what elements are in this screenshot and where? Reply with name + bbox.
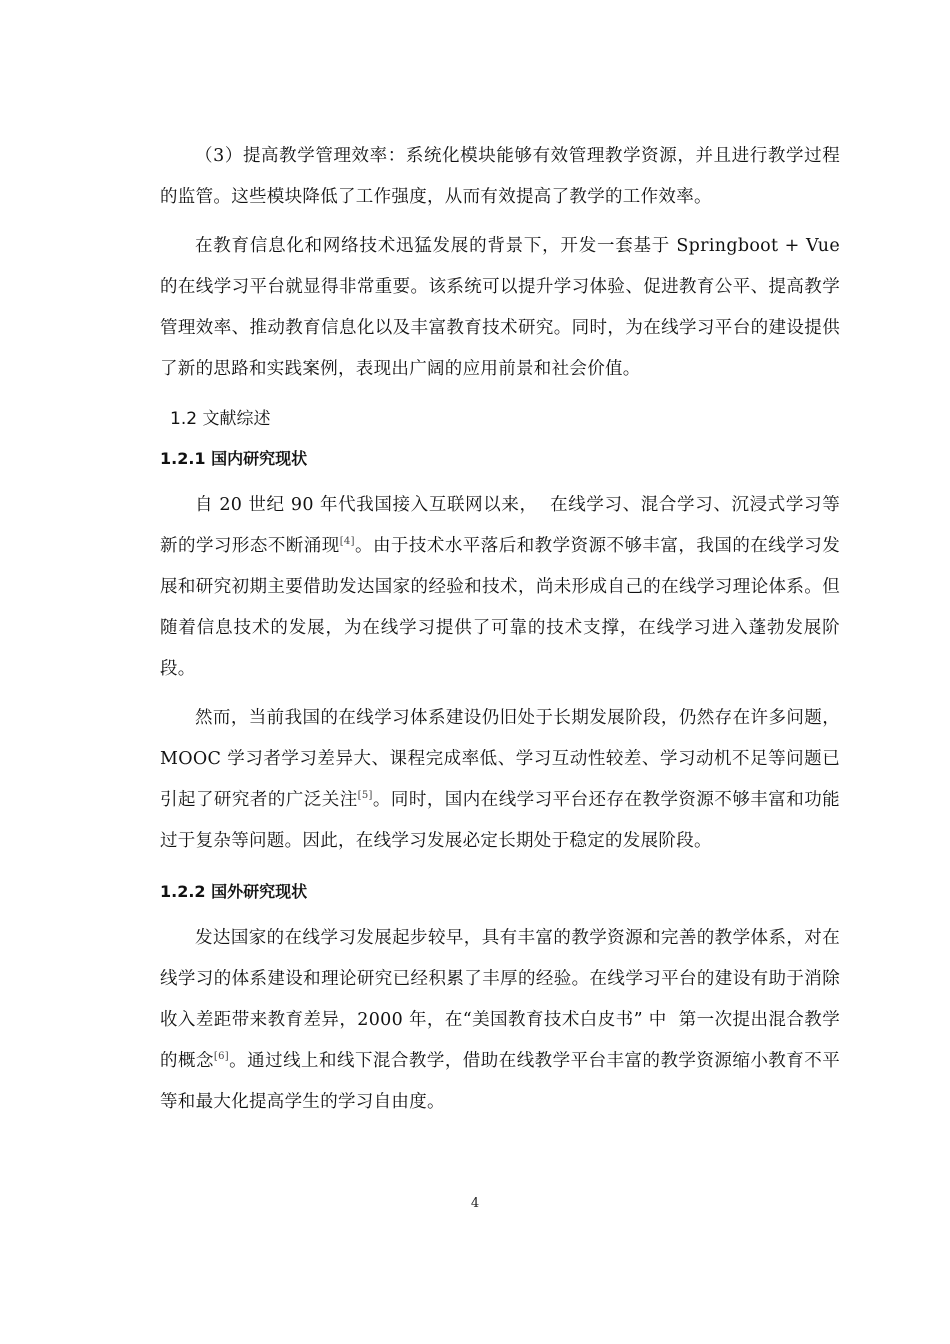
document-body: [160, 136, 846, 1123]
section-heading-literature-review: 1.2 文献综述: [170, 409, 271, 429]
paragraph-foreign: [160, 918, 840, 1123]
paragraph-foreign-part-a: 发达国家的在线学习发展起步较早，具有丰富的教学资源和完善的教学体系，对在线学习的体系建设和理论研究已经积累了丰厚的经验。在线学习平台的建设有助于消除收入差距带来教育差异，2000 年，在“美国教育技术白皮书” 中 第一次提出混合教学的概念: [160, 928, 840, 1071]
paragraph-background: 在教育信息化和网络技术迅猛发展的背景下，开发一套基于 Springboot + Vue 的在线学习平台就显得非常重要。该系统可以提升学习体验、促进教育公平、提高教学管理效率、推动教育信息化以及丰富教育技术研究。同时，为在线学习平台的建设提供了新的思路和实践案例，表现出广阔的应用前景和社会价值。: [160, 236, 846, 379]
subsection-heading-foreign: 1.2.2 国外研究现状: [160, 882, 308, 901]
paragraph-domestic-2-part-b: 。同时，国内在线学习平台还存在教学资源不够丰富和功能过于复杂等问题。因此，在线学习发展必定长期处于稳定的发展阶段。: [160, 790, 840, 851]
citation-4[interactable]: [4]: [339, 536, 355, 548]
paragraph-domestic-1-part-b: 。由于技术水平落后和教学资源不够丰富，我国的在线学习发展和研究初期主要借助发达国家的经验和技术，尚未形成自己的在线学习理论体系。但随着信息技术的发展，为在线学习提供了可靠的技术支撑，在线学习进入蓬勃发展阶段。: [160, 536, 841, 679]
paragraph-domestic-2: [160, 698, 840, 862]
subsection-heading-domestic: 1.2.1 国内研究现状: [160, 449, 308, 468]
paragraph-efficiency: （3）提高教学管理效率：系统化模块能够有效管理教学资源，并且进行教学过程的监管。这些模块降低了工作强度，从而有效提高了教学的工作效率。: [160, 146, 840, 207]
page-number: 4: [470, 1196, 480, 1211]
citation-6[interactable]: [6]: [213, 1051, 229, 1063]
paragraph-domestic-2-part-a: 然而，当前我国的在线学习体系建设仍旧处于长期发展阶段，仍然存在许多问题，MOOC 学习者学习差异大、课程完成率低、学习互动性较差、学习动机不足等问题已引起了研究者的广泛关注: [160, 708, 840, 810]
paragraph-domestic-1: [160, 485, 840, 690]
citation-5[interactable]: [5]: [357, 790, 373, 802]
paragraph-domestic-1-part-a: 自 20 世纪 90 年代我国接入互联网以来， 在线学习、混合学习、沉浸式学习等新的学习形态不断涌现: [160, 495, 840, 556]
paragraph-foreign-part-b: 。通过线上和线下混合教学，借助在线教学平台丰富的教学资源缩小教育不平等和最大化提高学生的学习自由度。: [160, 1051, 840, 1112]
